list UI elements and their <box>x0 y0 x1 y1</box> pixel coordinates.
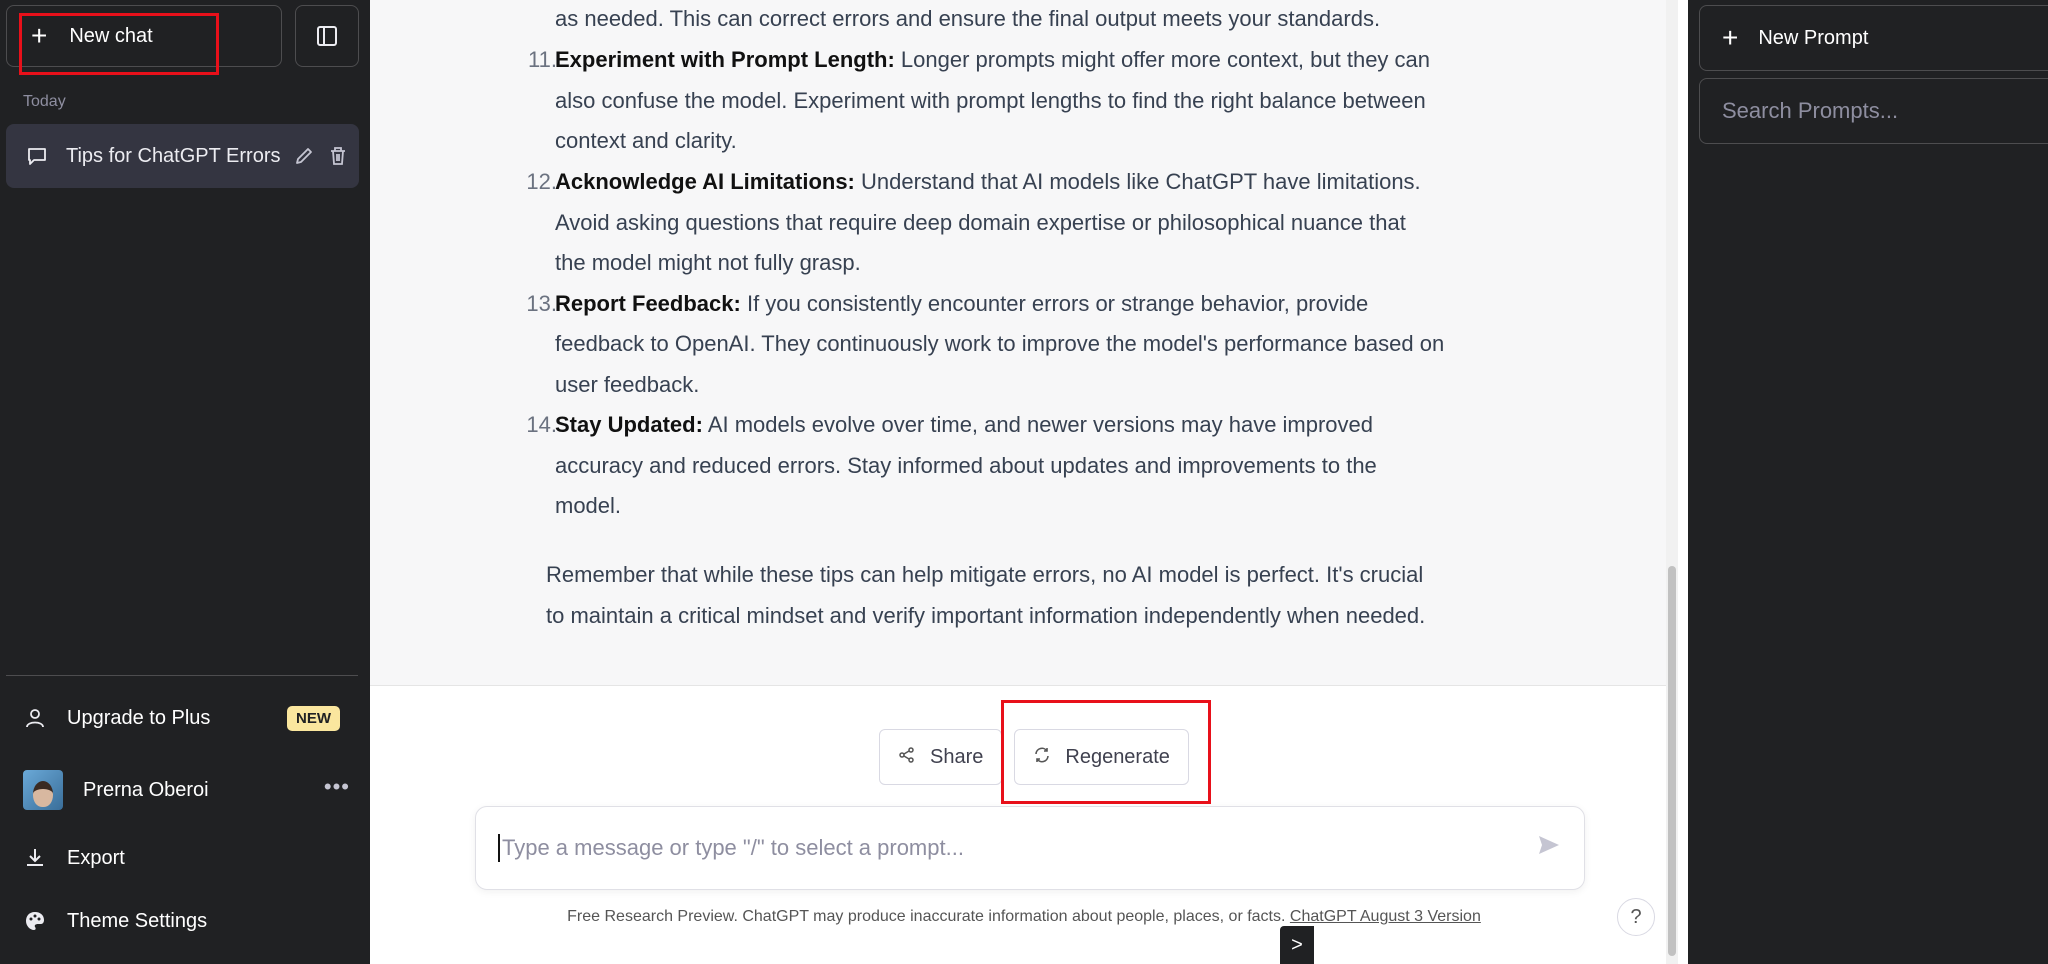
list-item-text: Understand that AI models like ChatGPT have limitations. <box>861 169 1421 194</box>
disclaimer-text: Free Research Preview. ChatGPT may produce inaccurate information about people, places, or facts. <box>567 908 1286 925</box>
theme-settings-button[interactable] <box>23 909 207 933</box>
list-item-line: user feedback. <box>555 372 700 397</box>
share-icon <box>898 746 916 769</box>
list-item-title: Acknowledge AI Limitations: <box>555 169 855 194</box>
share-label: Share <box>930 745 984 768</box>
new-badge: NEW <box>287 706 340 731</box>
user-name: Prerna Oberoi <box>83 778 209 801</box>
chat-history-item[interactable] <box>6 124 359 188</box>
toggle-sidebar-button[interactable] <box>295 5 359 67</box>
new-prompt-label: New Prompt <box>1758 26 1869 49</box>
upgrade-label: Upgrade to Plus <box>67 706 211 729</box>
search-prompts-input[interactable] <box>1722 98 2048 124</box>
more-options-icon[interactable]: ••• <box>323 774 350 799</box>
send-icon[interactable] <box>1536 832 1562 865</box>
edit-icon[interactable] <box>293 145 315 167</box>
assistant-message <box>370 0 1678 686</box>
list-item-line: also confuse the model. Experiment with prompt lengths to find the right balance between <box>555 88 1426 113</box>
user-menu-button[interactable] <box>23 770 209 810</box>
list-item-line <box>555 291 1368 317</box>
list-item-title: Report Feedback: <box>555 291 741 316</box>
user-icon <box>23 706 47 730</box>
list-item-text: AI models evolve over time, and newer versions may have improved <box>707 412 1374 437</box>
closing-paragraph-line: Remember that while these tips can help mitigate errors, no AI model is perfect. It's crucial <box>546 562 1424 587</box>
palette-icon <box>23 909 47 933</box>
trash-icon[interactable] <box>327 145 349 167</box>
sidebar-toggle-icon <box>316 25 338 47</box>
sidebar-divider <box>6 675 358 676</box>
list-item-line <box>555 412 1373 438</box>
message-composer[interactable] <box>475 806 1585 890</box>
highlight-box-new-chat <box>19 13 219 75</box>
list-item-text: Longer prompts might offer more context, but they can <box>900 47 1431 72</box>
plus-icon: + <box>31 20 48 51</box>
list-item-text: If you consistently encounter errors or strange behavior, provide <box>746 291 1369 316</box>
text-caret <box>498 834 500 862</box>
avatar <box>23 770 63 810</box>
list-item-title: Experiment with Prompt Length: <box>555 47 895 72</box>
chat-item-label: Tips for ChatGPT Errors <box>66 144 281 167</box>
list-item-line: Avoid asking questions that require deep domain expertise or philosophical nuance that <box>555 210 1406 235</box>
share-button[interactable] <box>879 729 1002 785</box>
list-number: 13. <box>526 291 557 316</box>
prompts-panel <box>1688 0 2048 964</box>
list-item-line: model. <box>555 493 622 518</box>
list-item-title: Stay Updated: <box>555 412 703 437</box>
upgrade-to-plus-button[interactable] <box>23 706 210 730</box>
message-input[interactable] <box>502 835 1536 861</box>
closing-paragraph-line: to maintain a critical mindset and verify important information independently when needed. <box>546 603 1426 628</box>
plus-icon: + <box>1722 22 1739 53</box>
list-item-line <box>555 47 1430 73</box>
theme-settings-label: Theme Settings <box>67 909 208 932</box>
list-item-line <box>555 169 1421 195</box>
scrollbar[interactable] <box>1666 0 1678 964</box>
list-number: 14. <box>526 412 557 437</box>
list-item-line: accuracy and reduced errors. Stay informed about updates and improvements to the <box>555 453 1377 478</box>
export-label: Export <box>67 846 125 869</box>
scrollbar-thumb[interactable] <box>1668 566 1676 956</box>
version-link[interactable]: ChatGPT August 3 Version <box>1289 908 1481 925</box>
list-item-line: feedback to OpenAI. They continuously work to improve the model's performance based on <box>555 331 1445 356</box>
new-chat-label: New chat <box>69 24 153 47</box>
list-number: 11. <box>528 47 557 72</box>
export-button[interactable] <box>23 846 125 870</box>
highlight-box-regenerate <box>1001 700 1211 804</box>
download-icon <box>23 846 47 870</box>
search-prompts-field[interactable] <box>1699 78 2048 144</box>
left-sidebar <box>0 0 370 964</box>
help-button[interactable]: ? <box>1617 898 1655 936</box>
message-continuation: as needed. This can correct errors and ensure the final output meets your standards. <box>555 6 1381 31</box>
main-chat-area <box>370 0 1678 964</box>
regenerate-label: Regenerate <box>1065 745 1170 768</box>
section-today-label: Today <box>23 93 66 110</box>
terminal-toggle-button[interactable]: > <box>1280 926 1314 964</box>
list-number: 12. <box>526 169 557 194</box>
list-item-line: context and clarity. <box>555 128 737 153</box>
list-item-line: the model might not fully grasp. <box>555 250 861 275</box>
chat-bubble-icon <box>26 145 48 167</box>
new-prompt-button[interactable] <box>1699 5 2048 71</box>
footer-disclaimer <box>370 908 1678 926</box>
